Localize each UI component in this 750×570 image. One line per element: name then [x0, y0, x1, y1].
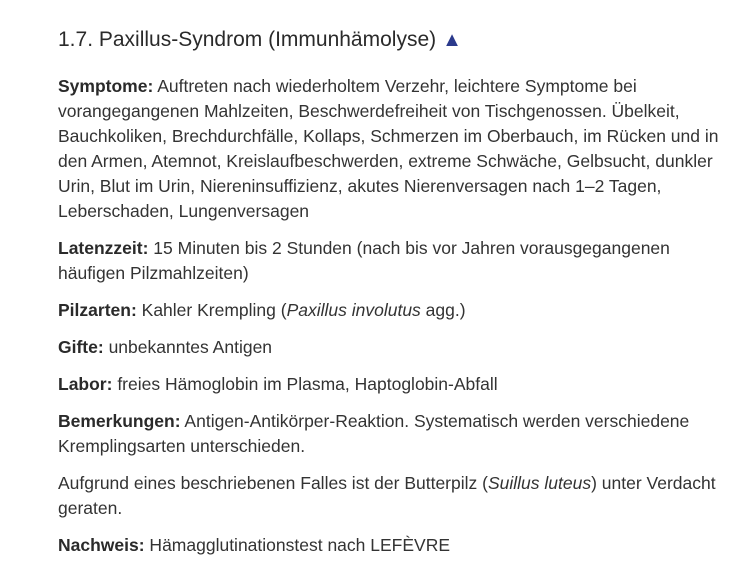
labor-paragraph: [58, 372, 730, 397]
aufgrund-paragraph: [58, 471, 730, 521]
pilzarten-scientific-name: Paxillus involutus: [286, 300, 421, 320]
bemerkungen-text: Antigen-Antikörper-Reaktion. Systematisch werden verschiedene Kremplingsarten unterschieden.: [58, 411, 690, 456]
nachweis-paragraph: [58, 533, 730, 558]
latenzzeit-paragraph: [58, 236, 730, 286]
symptome-paragraph: [58, 74, 730, 224]
pilzarten-paragraph: [58, 298, 730, 323]
pilzarten-text-after: agg.): [420, 300, 466, 320]
latenzzeit-label: Latenzzeit:: [58, 238, 149, 258]
nachweis-text: Hämagglutinationstest nach LEFÈVRE: [144, 535, 451, 555]
pilzarten-text-before: Kahler Krempling (: [136, 300, 287, 320]
labor-label: Labor:: [58, 374, 113, 394]
back-to-top-icon[interactable]: ▲: [442, 29, 462, 51]
nachweis-label: Nachweis:: [58, 535, 145, 555]
aufgrund-scientific-name: Suillus luteus: [487, 473, 592, 493]
gifte-label: Gifte:: [58, 337, 104, 357]
bemerkungen-paragraph: [58, 409, 730, 459]
section-heading: [58, 24, 730, 56]
symptome-label: Symptome:: [58, 76, 154, 96]
gifte-text: unbekanntes Antigen: [103, 337, 273, 357]
aufgrund-text-before: Aufgrund eines beschriebenen Falles ist der Butterpilz (: [58, 473, 488, 493]
section-title: 1.7. Paxillus-Syndrom (Immunhämolyse): [58, 28, 437, 51]
bemerkungen-label: Bemerkungen:: [58, 411, 181, 431]
latenzzeit-text: 15 Minuten bis 2 Stunden (nach bis vor Jahren vorausgegangenen häufigen Pilzmahlzeiten): [58, 238, 670, 283]
symptome-text: Auftreten nach wiederholtem Verzehr, leichtere Symptome bei vorangegangenen Mahlzeiten, Beschwerdefreiheit von Tischgenossen. Übelkeit, Bauchkoliken, Brechdurchfälle, Kollaps, Schmerzen im Oberbauch, im Rücken und in den Armen, Atemnot, Kreislaufbeschwerden, extreme Schwäche, Gelbsucht, dunkler Urin, Blut im Urin, Niereninsuffizienz, akutes Nierenversagen nach 1–2 Tagen, Leberschaden, Lungenversagen: [58, 76, 719, 221]
gifte-paragraph: [58, 335, 730, 360]
article-section: [58, 24, 730, 570]
pilzarten-label: Pilzarten:: [58, 300, 137, 320]
labor-text: freies Hämoglobin im Plasma, Haptoglobin-Abfall: [112, 374, 498, 394]
aufgrund-text-after: ) unter Verdacht geraten.: [58, 473, 716, 518]
